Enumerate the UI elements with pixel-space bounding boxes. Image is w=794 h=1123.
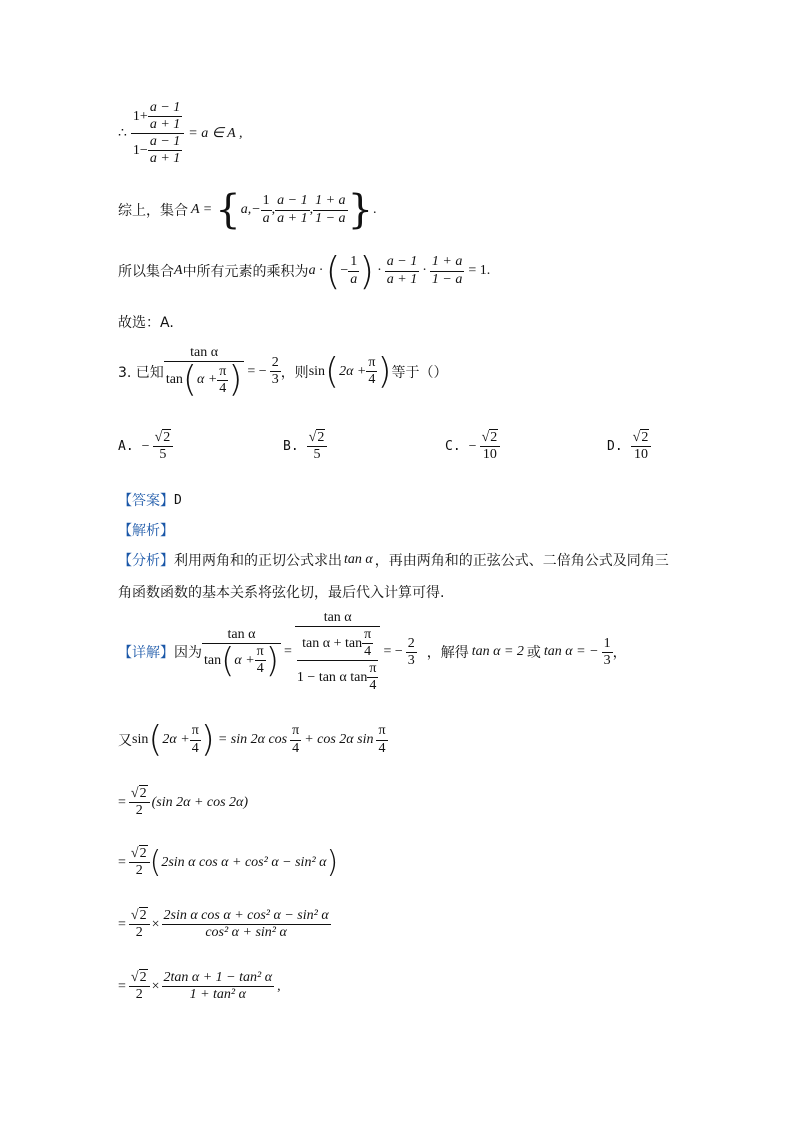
q3-fraction: tan α tan ( α + $\frac{\pi}{4}$ ) [165, 345, 243, 401]
step-5: = $\frac{√2}{2}$ × $\frac{\text{2tan α + 1 − tan² α}}{\text{1 + tan² α}}$ , [118, 970, 281, 1003]
answer-value: D [174, 492, 182, 508]
step-2: = $\frac{√2}{2}$ (sin 2α + cos 2α) [118, 786, 249, 819]
step-4: = $\frac{√2}{2}$ × $\frac{\text{2sin α cos α + cos² α − sin² α}}{\text{cos² α + sin² α}}$ [118, 908, 329, 941]
option-d[interactable]: D. $\frac{√2}{10}$ [607, 430, 651, 463]
therefore-symbol: ∴ [118, 126, 127, 142]
line-set-a: 综上，集合 A = { a,− $\frac{1}{a}$ , $\frac{a - 1}{a + 1}$ , $\frac{1 + a}{1 - a}$ } . [118, 187, 377, 233]
answer-line [118, 490, 182, 510]
detail-line: 【详解】 因为 tan α tan ( α + $\frac{\pi}{4}$ ) = tan α tan α + tan $\frac{\pi}{4}$ 1 − tan α tan $\frac{\pi}{4}$ = − $\frac{2}{3}$ ，解得 tan α = 2 或 tan α = − $\frac{1}{3}$ ， [118, 610, 627, 694]
choose-line: 故选：A. [118, 315, 174, 331]
option-b[interactable]: B. $\frac{√2}{5}$ [283, 430, 327, 463]
fenxi-line-2: 角函数函数的基本关系将弦化切，最后代入计算可得. [118, 585, 445, 601]
step-1: 又 sin ( 2α + $\frac{\pi}{4}$ ) = sin 2α cos $\frac{\pi}{4}$ + cos 2α sin $\frac{\pi}{4}$ [118, 719, 386, 760]
fenxi-line-1: 【分析】 利用两角和的正切公式求出 tan α ，再由两角和的正弦公式、二倍角公式及同角三 [118, 552, 669, 569]
step-3: = $\frac{√2}{2}$ ( 2sin α cos α + cos² α − sin² α ) [118, 844, 339, 880]
option-a[interactable]: A. − $\frac{√2}{5}$ [118, 430, 173, 463]
complex-fraction: 1+ $\frac{a - 1}{a + 1}$ 1− $\frac{a - 1}{a + 1}$ [131, 100, 184, 167]
answer-tag: 【答案】 [118, 493, 174, 509]
result-text: = a ∈ A , [188, 126, 243, 142]
analysis-tag: 【解析】 [118, 523, 174, 539]
option-c[interactable]: C. − $\frac{√2}{10}$ [445, 430, 500, 463]
question-3: 3. 已知 tan α tan ( α + $\frac{\pi}{4}$ ) = − $\frac{2}{3}$ ，则 sin ( 2α + $\frac{\pi}{4}$ ) 等于（） [118, 345, 448, 401]
line-therefore [118, 100, 242, 167]
line-product: 所以集合 A 中所有元素的乘积为 a · ( − $\frac{1}{a}$ ) · $\frac{a - 1}{a + 1}$ · $\frac{1 + a}{1 - a}$ = 1. [118, 249, 491, 293]
